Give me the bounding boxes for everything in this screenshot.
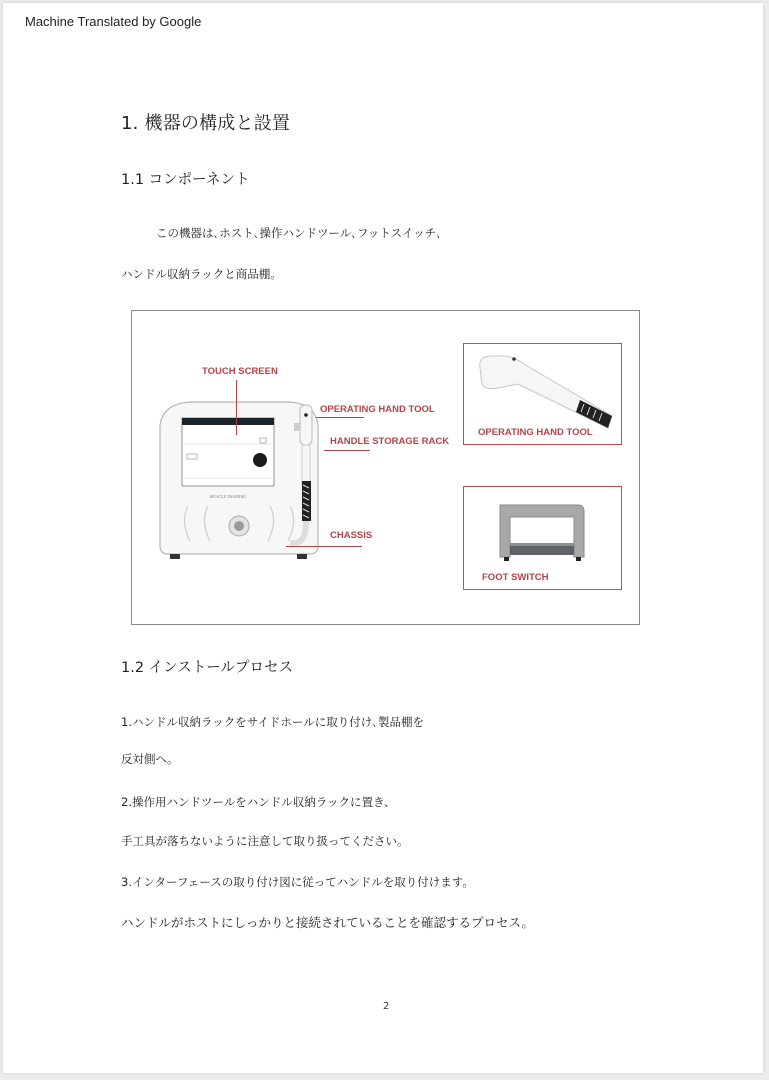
foot-switch-illustration <box>494 499 590 563</box>
leader-line-handle-storage-rack <box>324 450 370 451</box>
components-paragraph-line-1: この機器は､ホスト､操作ハンドツール､フットスイッチ､ <box>156 226 442 240</box>
leader-line-chassis <box>286 546 362 547</box>
inset-label-operating-hand-tool: OPERATING HAND TOOL <box>478 427 593 438</box>
install-step-1-line-1: 1.ハンドル収納ラックをサイドホールに取り付け､製品棚を <box>121 715 424 729</box>
label-operating-hand-tool: OPERATING HAND TOOL <box>320 404 435 415</box>
components-paragraph-line-2: ハンドル収納ラックと商品棚｡ <box>121 267 277 281</box>
leader-line-touch-screen <box>236 380 237 435</box>
install-step-3-line-2: ハンドルがホストにしっかりと接続されていることを確認するプロセス。 <box>121 915 534 930</box>
label-touch-screen: TOUCH SCREEN <box>202 366 278 377</box>
install-step-3-line-1: 3.インターフェースの取り付け図に従ってハンドルを取り付けます。 <box>121 875 474 889</box>
subsection-title-components: 1.1 コンポーネント <box>121 172 250 188</box>
machine-translated-banner: Machine Translated by Google <box>25 14 202 29</box>
document-page <box>3 3 763 1073</box>
install-step-2-line-2: 手工具が落ちないように注意して取り扱ってください。 <box>121 834 409 848</box>
install-step-1-line-2: 反対側へ｡ <box>121 752 173 766</box>
install-step-2-line-1: 2.操作用ハンドツールをハンドル収納ラックに置き、 <box>121 795 396 809</box>
inset-label-foot-switch: FOOT SWITCH <box>482 572 549 583</box>
inset-foot-switch <box>463 486 622 590</box>
label-chassis: CHASSIS <box>330 530 373 541</box>
label-handle-storage-rack: HANDLE STORAGE RACK <box>330 436 450 447</box>
section-title: 1. 機器の構成と設置 <box>121 113 291 134</box>
inset-operating-hand-tool <box>463 343 622 445</box>
subsection-title-install-process: 1.2 インストールプロセス <box>121 660 293 676</box>
side-handle-illustration <box>290 403 330 553</box>
page-number: 2 <box>383 1001 390 1012</box>
svg-text:MUSCLE TRAINING: MUSCLE TRAINING <box>209 494 247 499</box>
components-figure <box>131 310 640 625</box>
hand-tool-illustration <box>472 350 620 432</box>
leader-line-operating-hand-tool <box>316 417 364 418</box>
